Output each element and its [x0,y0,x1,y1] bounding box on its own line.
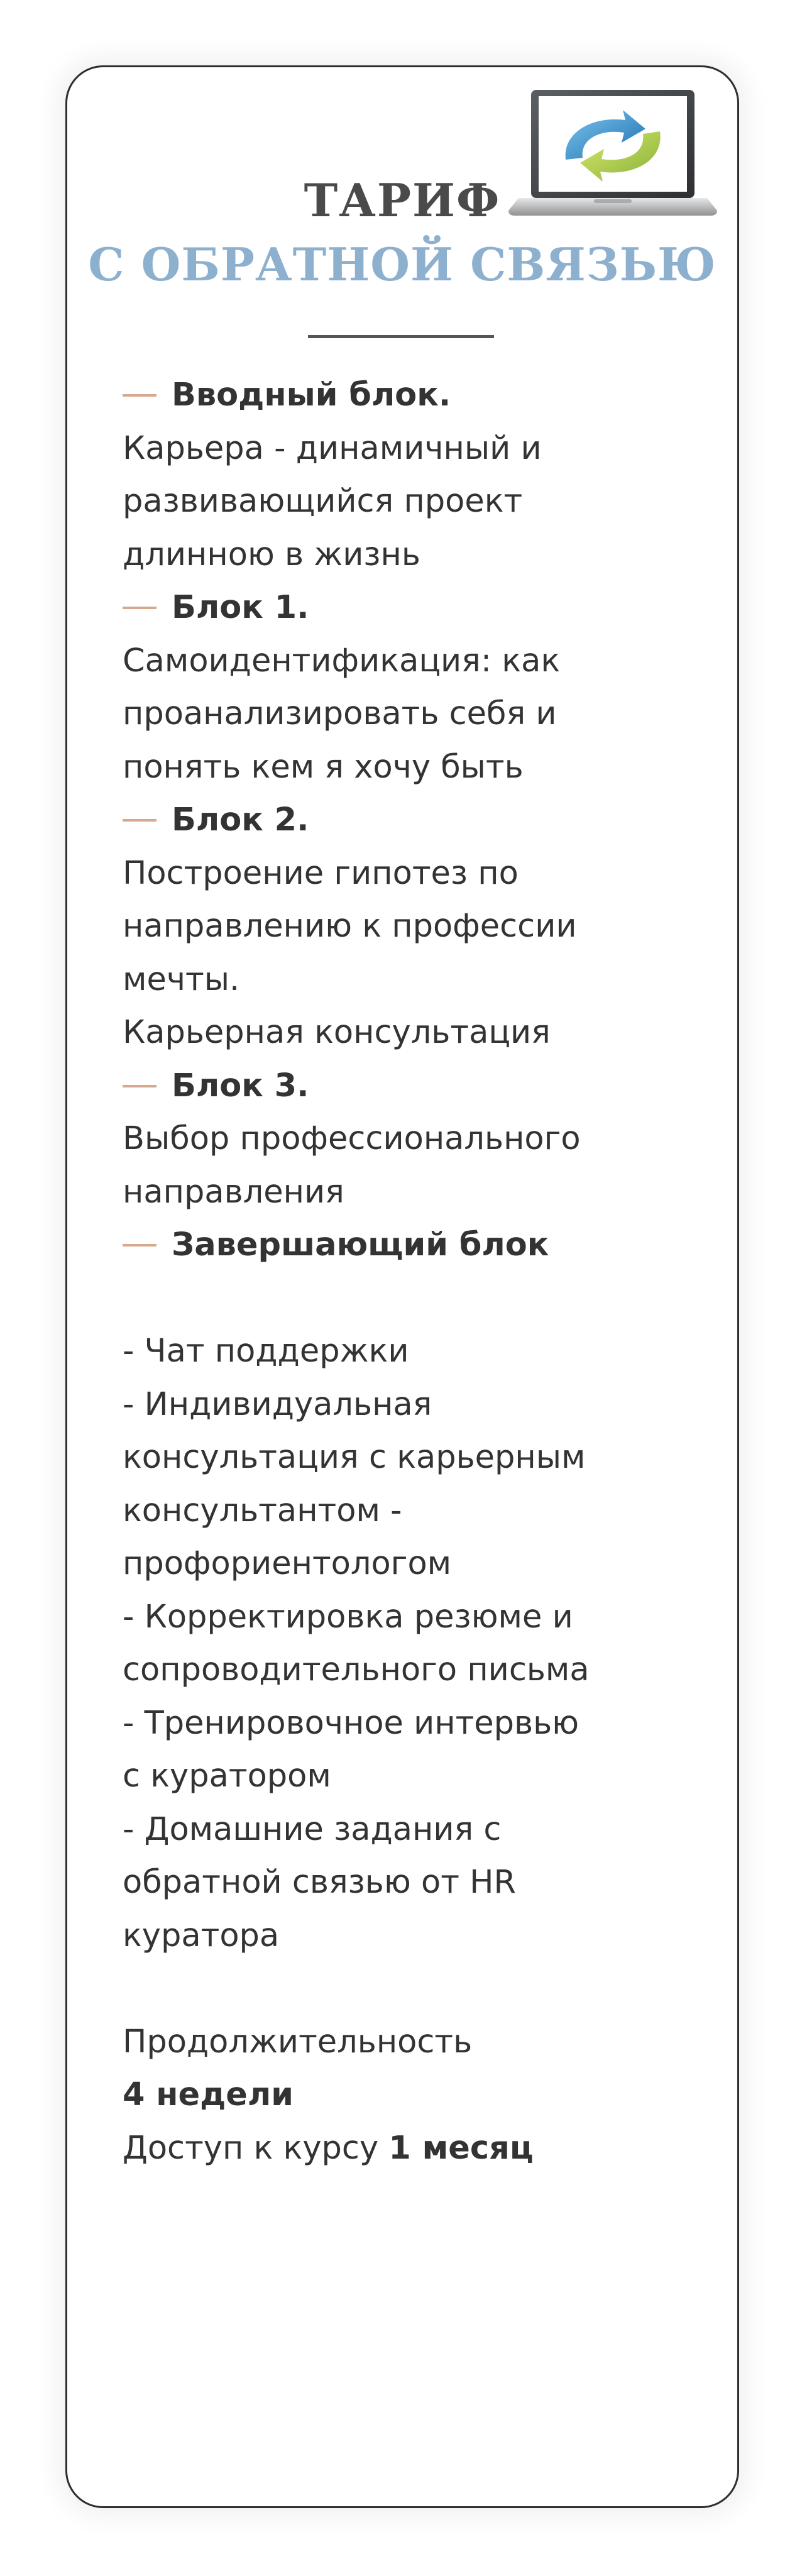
block-heading [123,794,726,847]
title-divider [308,335,494,338]
feature-line: куратора [123,1917,280,1954]
block-text-line: Самоидентификация: как [123,642,561,680]
spacer [123,1272,726,1326]
feature-line: - Домашние задания с [123,1810,502,1848]
block-text-line: Карьера - динамичный и [123,429,542,467]
feature-line: - Индивидуальная [123,1385,432,1423]
dash-marker [123,1085,156,1087]
spacer [123,1962,726,2016]
duration-label: Продолжительность [123,2023,473,2061]
block-text-line: Построение гипотез по [123,854,519,892]
feature-line: - Тренировочное интервью [123,1704,579,1742]
block-heading [123,581,726,635]
feature-line: - Чат поддержки [123,1333,409,1370]
dash-marker [123,607,156,609]
feature-line: консультация с карьерным [123,1439,586,1476]
block-heading-text: Вводный блок. [172,377,451,414]
program-content [123,369,726,2175]
tariff-card [65,65,739,2508]
block-heading [123,1060,726,1113]
dash-marker [123,1244,156,1247]
block-heading-text: Завершающий блок [172,1226,549,1263]
duration-value: 4 недели [123,2076,294,2113]
block-heading [123,1219,726,1272]
block-heading-text: Блок 2. [172,801,309,839]
feature-line: - Корректировка резюме и [123,1598,573,1636]
block-text-line: направлению к профессии [123,908,577,945]
access-value: 1 месяц [388,2129,534,2167]
access-label: Доступ к курсу [123,2129,389,2167]
block-text-line: мечты. [123,960,240,998]
block-text-line: Карьерная консультация [123,1014,551,1051]
access-row [123,2122,726,2176]
block-text-line: развивающийся проект [123,483,523,520]
dash-marker [123,394,156,397]
block-text-line: Выбор профессионального [123,1120,581,1157]
feature-line: сопроводительного письма [123,1651,590,1688]
block-heading-text: Блок 1. [172,589,309,626]
block-text-line: направления [123,1173,344,1211]
tariff-subtitle: С ОБРАТНОЙ СВЯЗЬЮ [88,238,716,291]
block-heading [123,369,726,422]
block-text-line: понять кем я хочу быть [123,748,524,786]
dash-marker [123,819,156,822]
feature-line: с куратором [123,1758,331,1795]
feature-line: консультантом - [123,1492,402,1529]
block-text-line: проанализировать себя и [123,695,557,732]
block-text-line: длинною в жизнь [123,536,420,573]
feature-line: профориентологом [123,1545,452,1582]
block-heading-text: Блок 3. [172,1067,309,1104]
tariff-title: ТАРИФ [304,173,501,227]
feature-line: обратной связью от HR [123,1864,516,1901]
